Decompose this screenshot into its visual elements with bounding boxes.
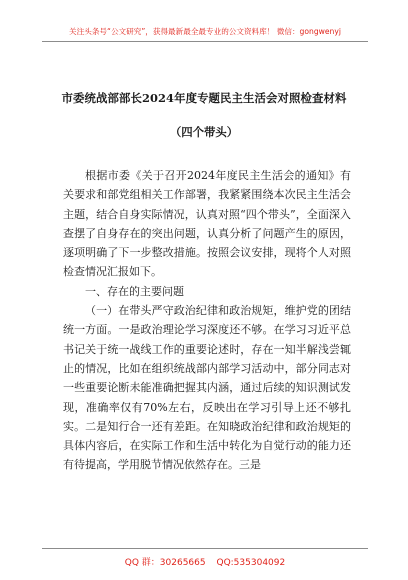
footer-contact [42,555,368,568]
document-title: 市委统战部部长2024年度专题民主生活会对照检查材料 [61,91,347,105]
section-heading: 一、存在的主要问题 [85,284,184,298]
page-header [42,18,368,42]
intro-paragraph: 根据市委《关于召开2024年度民主生活会的通知》有关要求和部党组相关工作部署，我紧紧围绕本次民主生活会主题，结合自身实际情况，认真对照“四个带头”，全面深入查摆了自身存在的突出问题，认真分析了问题产生的原因，逐项明确了下一步整改措施。按照会议安排，现将个人对照检查情况汇报如下。 [63,169,351,279]
document-body [63,166,351,475]
footer-qq-number: QQ:535304092 [216,558,286,568]
body-paragraph: （一）在带头严守政治纪律和政治规矩，维护党的团结统一方面。一是政治理论学习深度还不够。在学习习近平总书记关于统一战线工作的重要论述时，存在一知半解浅尝辄止的情况，比如在组织统战部内部学习活动中，部分同志对一些重要论断未能准确把握其内涵，通过后续的知识测试发现，准确率仅有70%左右，反映出在学习引导上还不够扎实。二是知行合一还有差距。在知晓政治纪律和政治规矩的具体内容后，在实际工作和生活中转化为自觉行动的能力还有待提高，学用脱节情况依然存在。三是 [63,304,351,472]
header-promo-note: 关注头条号“公文研究”，获得最新最全最专业的公文资料库！ 微信：gongwenyj [69,27,341,36]
page-footer [42,548,368,570]
footer-qq-group: QQ 群：30265665 [124,558,206,568]
document-subtitle: （四个带头） [169,125,239,139]
